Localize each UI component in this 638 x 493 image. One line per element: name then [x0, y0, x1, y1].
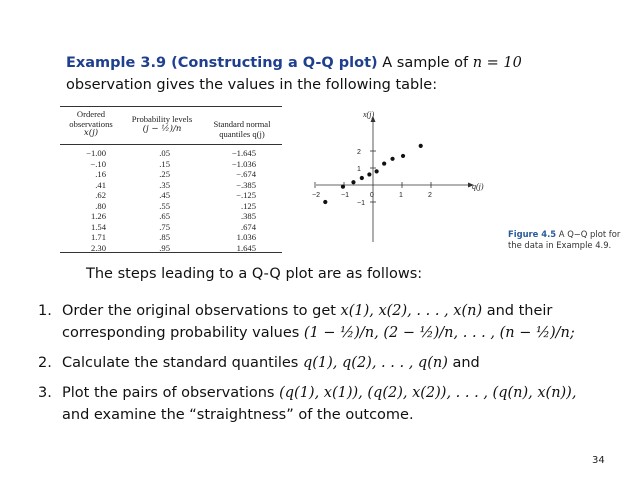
example-title: Example 3.9 (Constructing a Q-Q plot) — [66, 55, 378, 71]
table-cell: .62 — [95, 190, 106, 200]
column-probabilities — [122, 148, 170, 253]
table-cell: .65 — [159, 211, 170, 221]
x-tick-label: −1 — [341, 192, 349, 199]
qq-point — [419, 144, 423, 148]
table-cell: −.10 — [90, 158, 106, 169]
table-cell: 1.645 — [236, 242, 256, 253]
qq-point — [323, 200, 327, 204]
step-text: Calculate the standard quantiles q(1), q(2), . . . , q(n) and — [62, 355, 480, 371]
table-cell: −1.00 — [86, 148, 106, 158]
table-cell: 1.26 — [90, 211, 106, 221]
intro-text-b: observation gives the values in the following table: — [66, 77, 438, 93]
x-tick-label: 2 — [428, 192, 432, 199]
table-cell: .41 — [95, 179, 106, 190]
table-cell: −.385 — [236, 179, 256, 190]
table-cell: .05 — [159, 148, 170, 158]
step-text: Plot the pairs of observations (q(1), x(1)), (q(2), x(2)), . . . , (q(n), x(n)), and examine the “straightness” of the outcome. — [62, 385, 577, 423]
qq-plot — [308, 106, 484, 246]
table-cell: .674 — [240, 221, 256, 232]
header-probability: Probability levels (j − ½)/n — [131, 114, 193, 134]
table-cell: .75 — [159, 221, 170, 232]
x-axis-label: q(j) — [472, 182, 484, 191]
intro-text-a: A sample of — [377, 55, 473, 71]
qq-point — [341, 185, 345, 189]
header-quantiles: Standard normal quantiles q(j) — [213, 119, 271, 139]
table-cell: 1.54 — [90, 221, 106, 232]
x-tick-label: −2 — [312, 192, 320, 199]
qq-point — [351, 180, 355, 184]
table-cell: 1.71 — [90, 232, 106, 242]
table-cell: .95 — [159, 242, 170, 253]
qq-plot-svg — [308, 106, 484, 246]
figure-caption — [508, 229, 636, 251]
table-cell: 2.30 — [90, 242, 106, 253]
steps-intro: The steps leading to a Q-Q plot are as follows: — [86, 266, 423, 282]
qq-point — [382, 161, 386, 165]
step-number: 1. — [38, 303, 52, 319]
table-header-rule — [60, 144, 282, 145]
x-tick-label: 0 — [370, 192, 374, 199]
qq-point — [390, 157, 394, 161]
column-observations — [60, 148, 106, 253]
table-cell: .25 — [159, 169, 170, 179]
step-number: 2. — [38, 355, 52, 371]
qq-point — [401, 154, 405, 158]
table-cell: .125 — [240, 200, 256, 211]
figure-caption-text: A Q−Q plot for the data in Example 4.9. — [508, 229, 621, 250]
table-cell: .15 — [159, 158, 170, 169]
qq-point — [360, 176, 364, 180]
column-quantiles — [202, 148, 256, 253]
header-observations: Ordered observations x(j) — [69, 109, 113, 138]
table-top-rule — [60, 106, 282, 107]
step-item — [38, 382, 608, 426]
y-tick-label: −1 — [357, 200, 365, 207]
table-bottom-rule — [60, 252, 282, 253]
table-cell: .385 — [240, 211, 256, 221]
qq-point — [375, 169, 379, 173]
step-number: 3. — [38, 385, 52, 401]
table-cell: .85 — [159, 232, 170, 242]
y-tick-label: 2 — [357, 149, 361, 156]
step-item — [38, 300, 608, 344]
table-cell: −.674 — [236, 169, 256, 179]
table-cell: .55 — [159, 200, 170, 211]
y-axis-label: x(j) — [363, 110, 375, 119]
table-cell: .16 — [95, 169, 106, 179]
intro-math: n = 10 — [472, 55, 522, 71]
intro-paragraph — [66, 52, 606, 96]
qq-data-table — [60, 104, 286, 254]
table-cell: .45 — [159, 190, 170, 200]
x-tick-label: 1 — [399, 192, 403, 199]
figure-label: Figure 4.5 — [508, 229, 557, 239]
page-number: 34 — [592, 455, 605, 466]
table-cell: −1.036 — [231, 158, 256, 169]
table-cell: −1.645 — [231, 148, 256, 158]
table-cell: 1.036 — [236, 232, 256, 242]
qq-point — [367, 172, 371, 176]
table-cell: −.125 — [236, 190, 256, 200]
step-text: Order the original observations to get x(1), x(2), . . . , x(n) and their corresponding probability values (1 − ½)/n, (2 − ½)/n, . . . , (n − ½)/n; — [62, 303, 575, 341]
y-tick-label: 1 — [357, 166, 361, 173]
table-cell: .35 — [159, 179, 170, 190]
table-cell: .80 — [95, 200, 106, 211]
steps-list — [38, 300, 608, 434]
step-item — [38, 352, 608, 374]
axis-ticks — [312, 149, 432, 207]
